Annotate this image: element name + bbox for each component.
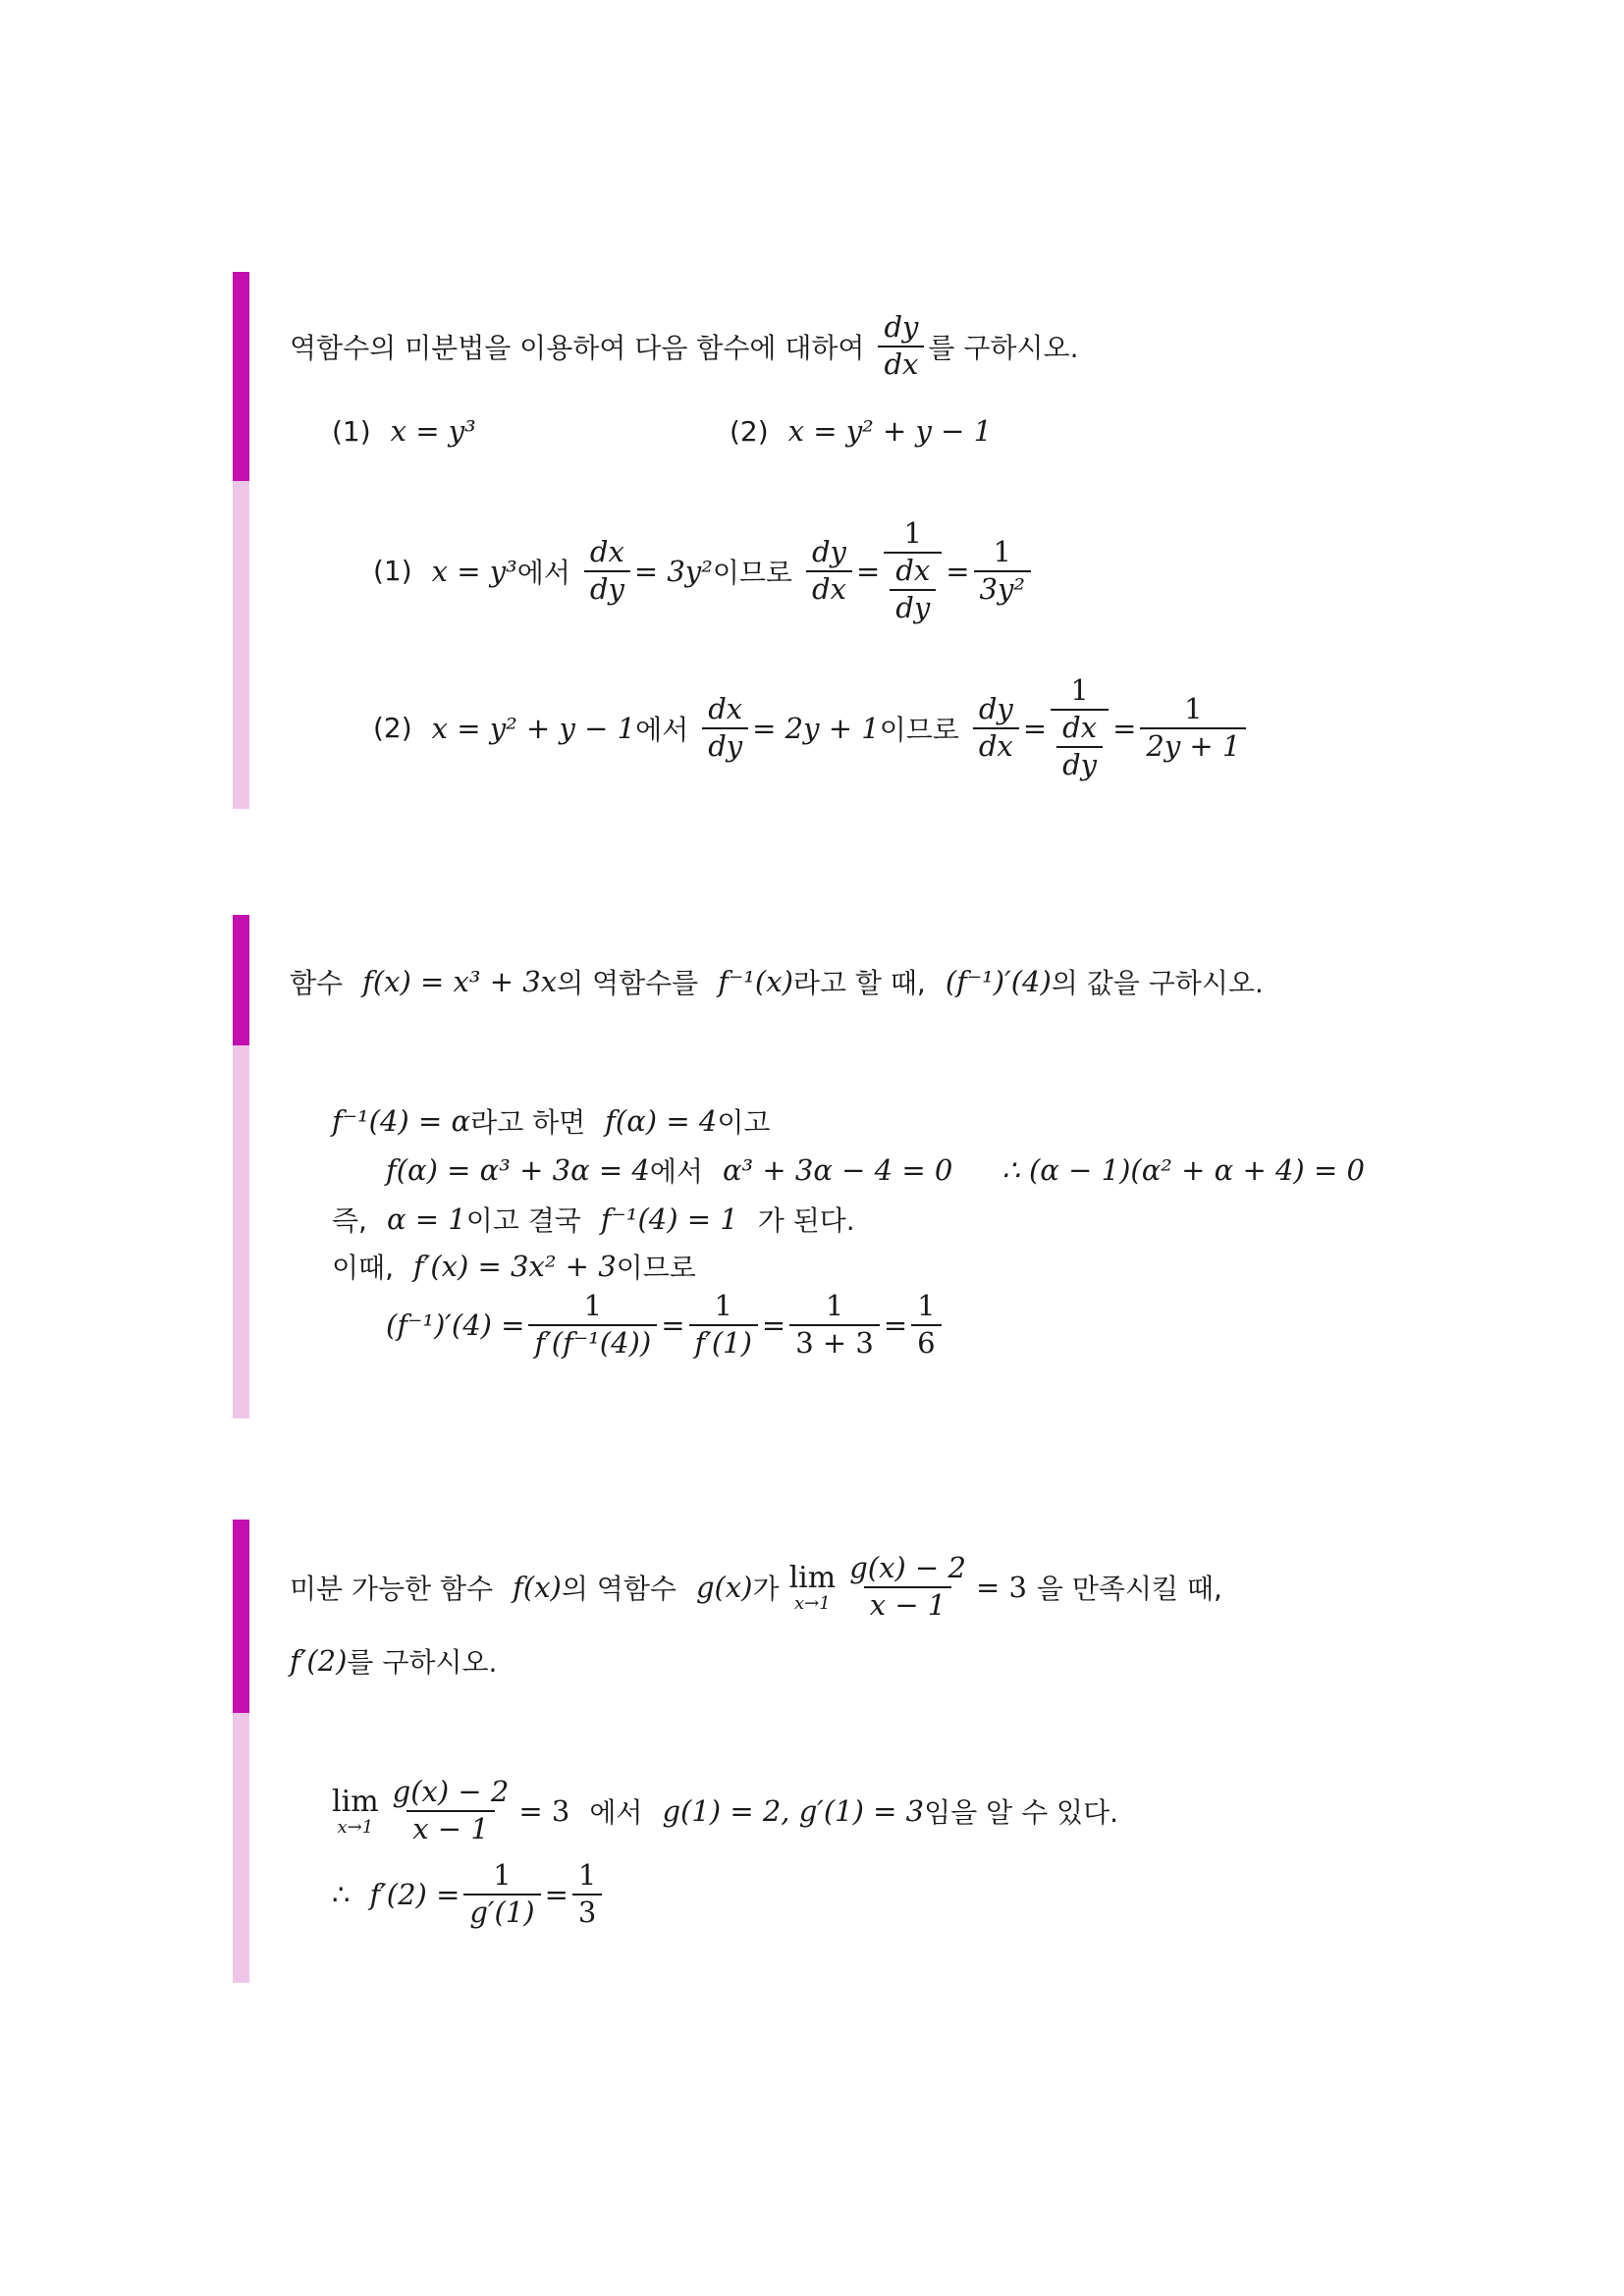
question-part-2: (2) x = y² + y − 1	[730, 414, 993, 448]
limit-symbol: lim x→1	[788, 1560, 837, 1614]
question-text-line-2: f′(2) 를 구하시오.	[290, 1644, 498, 1679]
question-text: 역함수의 미분법을 이용하여 다음 함수에 대하여 $\frac{dy}{dx}$ 를 구하시오.	[290, 310, 1079, 381]
answer-bar	[233, 1045, 249, 1418]
question-text-line-1: 미분 가능한 함수 f(x) 의 역함수 g(x) 가 lim x→1 $\frac{g(x) - 2}{x - 1}$ = 3 을 만족시킬 때,	[290, 1551, 1222, 1622]
question-bar	[233, 272, 249, 481]
answer-bar	[233, 481, 249, 809]
answer-bar	[233, 1713, 249, 1983]
fraction-dy-dx: $\frac{dy}{dx}$	[878, 312, 924, 381]
question-bar	[233, 915, 249, 1045]
answer-line-2: (2) x = y² + y − 1 에서 $\frac{dx}{dy}$ = 2y + 1 이므로 $\frac{dy}{dx}$ = $\frac{1}{\frac{dx}{dy}}$ = $\frac{1}{2y + 1}$	[373, 675, 1250, 781]
question-bar	[233, 1520, 249, 1713]
limit-symbol: lim x→1	[332, 1784, 379, 1838]
answer-line-5: (f⁻¹)′(4) = $\frac{1}{\text{f′(f⁻¹(4))}}$ = $\frac{1}{f'(1)}$ = $\frac{1}{3 + 3}$ = $\frac{1}{6}$	[386, 1291, 946, 1360]
answer-line-1: f⁻¹(4) = α 라고 하면 f(α) = 4 이고	[332, 1104, 771, 1139]
question-part-1: (1) x = y³	[332, 414, 476, 448]
answer-line-1: lim x→1 $\frac{g(x) - 2}{x - 1}$ = 3 에서 g(1) = 2, g′(1) = 3 임을 알 수 있다.	[332, 1775, 1119, 1845]
answer-line-2: f(α) = α³ + 3α = 4 에서 α³ + 3α − 4 = 0 ∴ (α − 1)(α² + α + 4) = 0	[386, 1153, 1365, 1188]
question-text: 함수 f(x) = x³ + 3x 의 역함수를 f⁻¹(x) 라고 할 때, (f⁻¹)′(4) 의 값을 구하시오.	[290, 965, 1264, 999]
answer-line-3: 즉, α = 1 이고 결국 f⁻¹(4) = 1 가 된다.	[332, 1202, 855, 1237]
answer-line-1: (1) x = y³ 에서 $\frac{dx}{dy}$ = 3y² 이므로 $\frac{dy}{dx}$ = $\frac{1}{\frac{dx}{dy}}$ = $\frac{1}{\text{3y²}}$	[373, 518, 1035, 624]
answer-line-4: 이때, f′(x) = 3x² + 3 이므로	[332, 1250, 696, 1284]
answer-line-2: ∴ f′(2) = $\frac{1}{g'(1)}$ = $\frac{1}{3}$	[332, 1860, 606, 1929]
